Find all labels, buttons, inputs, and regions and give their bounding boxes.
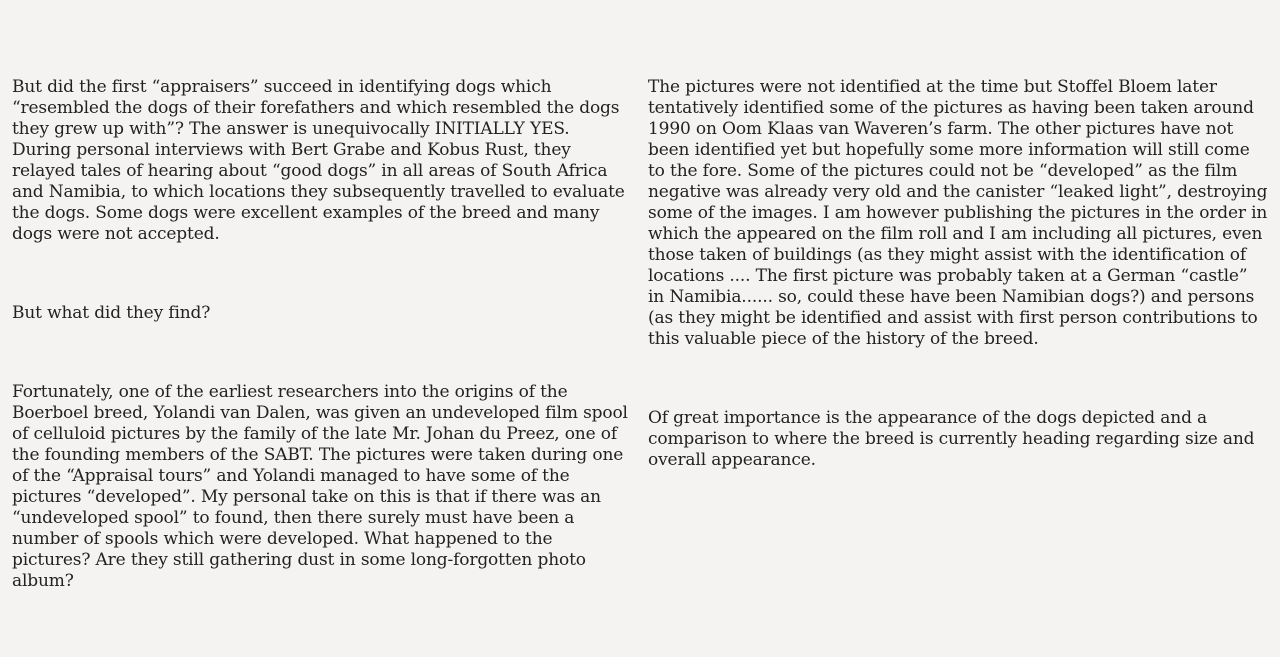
paragraph-pictures-identified: The pictures were not identified at the time but Stoffel Bloem later tentatively identified some of the pictures as having been taken around 1990 on Oom Klaas van Waveren’s farm. The other pictures have not been identified yet but hopefully some more information will still come to the fore. Some of the pictures could not be “developed” as the film negative was already very old and the canister “leaked light”, destroying some of the images. I am however publishing the pictures in the order in which the appeared on the film roll and I am including all pictures, even those taken of buildings (as they might assist with the identification of locations .... The first picture was probably taken at a German “castle” in Namibia...... so, could these have been Namibian dogs?) and persons (as they might be identified and assist with first person contributions to this valuable piece of the history of the breed. bbox=[648, 77, 1268, 349]
paragraph-appearance-importance: Of great importance is the appearance of the dogs depicted and a comparison to where the breed is currently heading regarding size and overall appearance. bbox=[648, 408, 1255, 470]
paragraph-what-did-they-find: But what did they find? bbox=[12, 303, 211, 323]
paragraph-appraisers: But did the first “appraisers” succeed in identifying dogs which “resembled the dogs of their forefathers and which resembled the dogs they grew up with”? The answer is unequivocally INITIALLY YES. During personal interviews with Bert Grabe and Kobus Rust, they relayed tales of hearing about “good dogs” in all areas of South Africa and Namibia, to which locations they subsequently travelled to evaluate the dogs. Some dogs were excellent examples of the breed and many dogs were not accepted. bbox=[12, 77, 625, 244]
right-text-column bbox=[648, 75, 1268, 471]
paragraph-film-spool: Fortunately, one of the earliest researchers into the origins of the Boerboel breed, Yolandi van Dalen, was given an undeveloped film spool of celluloid pictures by the family of the late Mr. Johan du Preez, one of the founding members of the SABT. The pictures were taken during one of the “Appraisal tours” and Yolandi managed to have some of the pictures “developed”. My personal take on this is that if there was an “undeveloped spool” to found, then there surely must have been a number of spools which were developed. What happened to the pictures? Are they still gathering dust in some long-forgotten photo album? bbox=[12, 382, 628, 591]
left-text-column bbox=[12, 75, 632, 592]
